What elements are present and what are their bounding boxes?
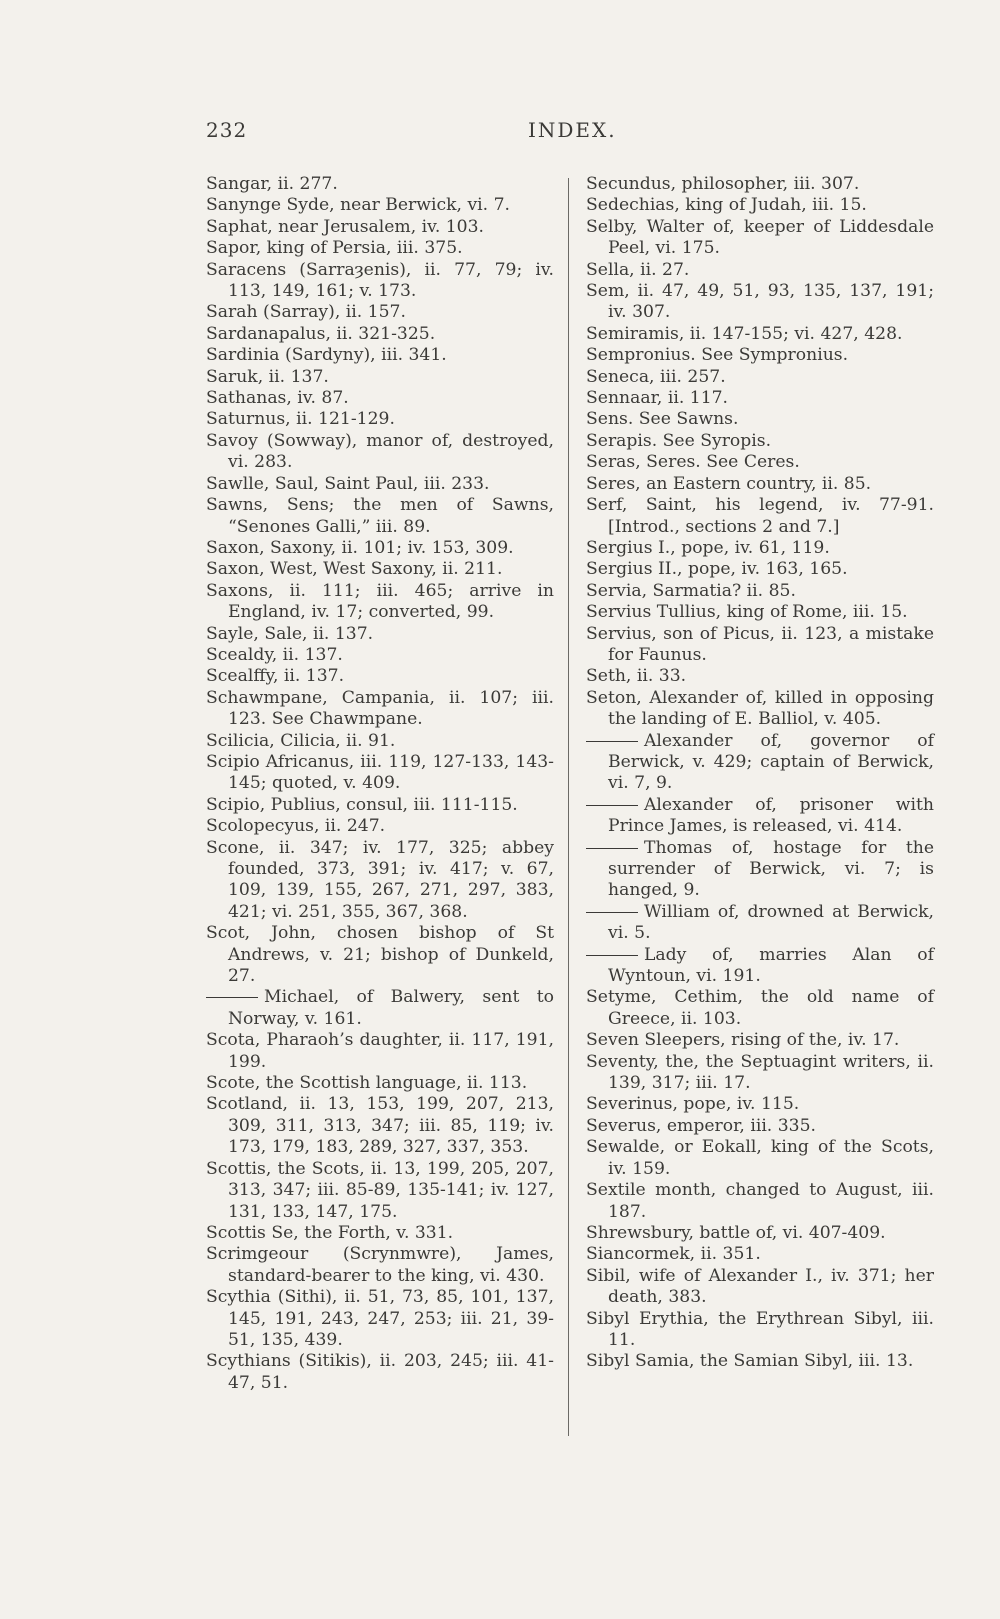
index-entry: Severus, emperor, iii. 335. [586, 1115, 817, 1136]
index-entry: Sangar, ii. 277. [206, 174, 338, 194]
index-entry: Scottis Se, the Forth, v. 331. [206, 1222, 454, 1243]
right-column [586, 174, 934, 1373]
index-entry: Sedechias, king of Judah, iii. 15. [586, 195, 867, 216]
index-entry: Servia, Sarmatia? ii. 85. [586, 580, 796, 601]
index-entry: Sem, ii. 47, 49, 51, 93, 135, 137, 191; iv. 307. [586, 281, 934, 323]
index-entry: Sapor, king of Persia, iii. 375. [206, 238, 463, 259]
index-entry: Seton, Alexander of, killed in opposing the landing of E. Balliol, v. 405. [586, 687, 934, 730]
index-entry: Scealdy, ii. 137. [206, 644, 343, 665]
index-entry: Sempronius. See Sympronius. [586, 345, 849, 366]
index-entry: Saracens (Sarraȝenis), ii. 77, 79; iv. 113, 149, 161; v. 173. [206, 259, 554, 302]
index-entry: Sawns, Sens; the men of Sawns, “Senones Galli,” iii. 89. [206, 495, 554, 537]
index-entry: Selby, Walter of, keeper of Liddesdale Peel, vi. 175. [586, 216, 934, 259]
index-entry: Saxon, West, West Saxony, ii. 211. [206, 559, 503, 580]
index-entry: Scythians (Sitikis), ii. 203, 245; iii. 41-47, 51. [206, 1351, 554, 1393]
index-entry: Saxons, ii. 111; iii. 465; arrive in England, iv. 17; converted, 99. [206, 580, 554, 623]
index-entry: Semiramis, ii. 147-155; vi. 427, 428. [586, 323, 903, 344]
index-entry: Secundus, philosopher, iii. 307. [586, 174, 860, 194]
index-entry: Schawmpane, Campania, ii. 107; iii. 123. See Chawmpane. [206, 687, 554, 730]
index-entry: Scone, ii. 347; iv. 177, 325; abbey founded, 373, 391; iv. 417; v. 67, 109, 139, 155, 267, 271, 297, 383, 421; vi. 251, 355, 367, 368. [206, 837, 554, 922]
index-entry: Sennaar, ii. 117. [586, 388, 729, 409]
index-entry: Sibyl Samia, the Samian Sibyl, iii. 13. [586, 1351, 914, 1372]
column-divider [568, 178, 569, 1436]
index-entry: Seres, an Eastern country, ii. 85. [586, 473, 872, 494]
index-entry: Scot, John, chosen bishop of St Andrews, v. 21; bishop of Dunkeld, 27. [206, 923, 554, 987]
running-head: INDEX. [528, 118, 617, 142]
index-entry: Sibyl Erythia, the Erythrean Sibyl, iii. 11. [586, 1308, 934, 1350]
index-entry: Scealffy, ii. 137. [206, 666, 345, 687]
index-entry: Seras, Seres. See Ceres. [586, 452, 800, 473]
index-entry: Seven Sleepers, rising of the, iv. 17. [586, 1030, 900, 1051]
index-entry: Saturnus, ii. 121-129. [206, 409, 395, 430]
index-entry: Servius Tullius, king of Rome, iii. 15. [586, 602, 908, 623]
index-entry: Serapis. See Syropis. [586, 430, 772, 451]
index-entry: Scotland, ii. 13, 153, 199, 207, 213, 309, 311, 313, 347; iii. 85, 119; iv. 173, 179, 183, 289, 327, 337, 353. [206, 1094, 554, 1158]
index-entry: Scipio Africanus, iii. 119, 127-133, 143-145; quoted, v. 409. [206, 751, 554, 794]
index-entry: Seth, ii. 33. [586, 666, 687, 687]
index-subentry: Thomas of, hostage for the surrender of Berwick, vi. 7; is hanged, 9. [586, 838, 934, 902]
index-entry: Sardinia (Sardyny), iii. 341. [206, 345, 447, 366]
index-entry: Sayle, Sale, ii. 137. [206, 623, 374, 644]
index-entry: Sergius I., pope, iv. 61, 119. [586, 537, 830, 558]
index-entry: Scota, Pharaoh’s daughter, ii. 117, 191, 199. [206, 1030, 554, 1072]
index-entry: Sewalde, or Eokall, king of the Scots, iv. 159. [586, 1137, 934, 1179]
index-entry: Scolopecyus, ii. 247. [206, 816, 386, 837]
index-entry: Scythia (Sithi), ii. 51, 73, 85, 101, 137, 145, 191, 243, 247, 253; iii. 21, 39-51, 135, 439. [206, 1287, 554, 1350]
index-entry: Sardanapalus, ii. 321-325. [206, 323, 436, 344]
index-entry: Scote, the Scottish language, ii. 113. [206, 1073, 528, 1094]
index-entry: Seventy, the, the Septuagint writers, ii. 139, 317; iii. 17. [586, 1051, 934, 1094]
index-entry: Saruk, ii. 137. [206, 366, 329, 387]
index-entry: Sanynge Syde, near Berwick, vi. 7. [206, 195, 510, 216]
index-entry: Sens. See Sawns. [586, 409, 739, 430]
index-entry: Sextile month, changed to August, iii. 187. [586, 1180, 934, 1222]
page-number: 232 [206, 118, 248, 142]
index-subentry: William of, drowned at Berwick, vi. 5. [586, 902, 934, 945]
index-entry: Scrimgeour (Scrynmwre), James, standard-bearer to the king, vi. 430. [206, 1244, 554, 1286]
index-entry: Sawlle, Saul, Saint Paul, iii. 233. [206, 473, 490, 494]
index-entry: Scottis, the Scots, ii. 13, 199, 205, 207, 313, 347; iii. 85-89, 135-141; iv. 127, 131, 133, 147, 175. [206, 1158, 554, 1222]
index-subentry: Alexander of, governor of Berwick, v. 429; captain of Berwick, vi. 7, 9. [586, 731, 934, 795]
index-entry: Saxon, Saxony, ii. 101; iv. 153, 309. [206, 537, 514, 558]
index-entry: Serf, Saint, his legend, iv. 77-91. [Introd., sections 2 and 7.] [586, 495, 934, 537]
index-entry: Siancormek, ii. 351. [586, 1244, 761, 1265]
index-entry: Saphat, near Jerusalem, iv. 103. [206, 216, 485, 237]
index-subentry: Michael, of Balwery, sent to Norway, v. 161. [206, 987, 554, 1030]
index-subentry: Lady of, marries Alan of Wyntoun, vi. 191. [586, 945, 934, 988]
index-entry: Servius, son of Picus, ii. 123, a mistake for Faunus. [586, 623, 934, 665]
index-entry: Setyme, Cethim, the old name of Greece, ii. 103. [586, 987, 934, 1029]
index-entry: Shrewsbury, battle of, vi. 407-409. [586, 1222, 886, 1243]
index-entry: Severinus, pope, iv. 115. [586, 1094, 800, 1115]
index-entry: Savoy (Sowway), manor of, destroyed, vi. 283. [206, 430, 554, 473]
index-entry: Scilicia, Cilicia, ii. 91. [206, 730, 396, 751]
index-entry: Sergius II., pope, iv. 163, 165. [586, 559, 848, 580]
index-entry: Sella, ii. 27. [586, 259, 690, 280]
index-entry: Seneca, iii. 257. [586, 366, 726, 387]
index-subentry: Alexander of, prisoner with Prince James, is released, vi. 414. [586, 795, 934, 838]
index-entry: Sibil, wife of Alexander I., iv. 371; her death, 383. [586, 1265, 934, 1308]
index-entry: Scipio, Publius, consul, iii. 111-115. [206, 794, 518, 815]
index-entry: Sarah (Sarray), ii. 157. [206, 302, 406, 323]
index-entry: Sathanas, iv. 87. [206, 388, 349, 409]
left-column [206, 174, 554, 1394]
